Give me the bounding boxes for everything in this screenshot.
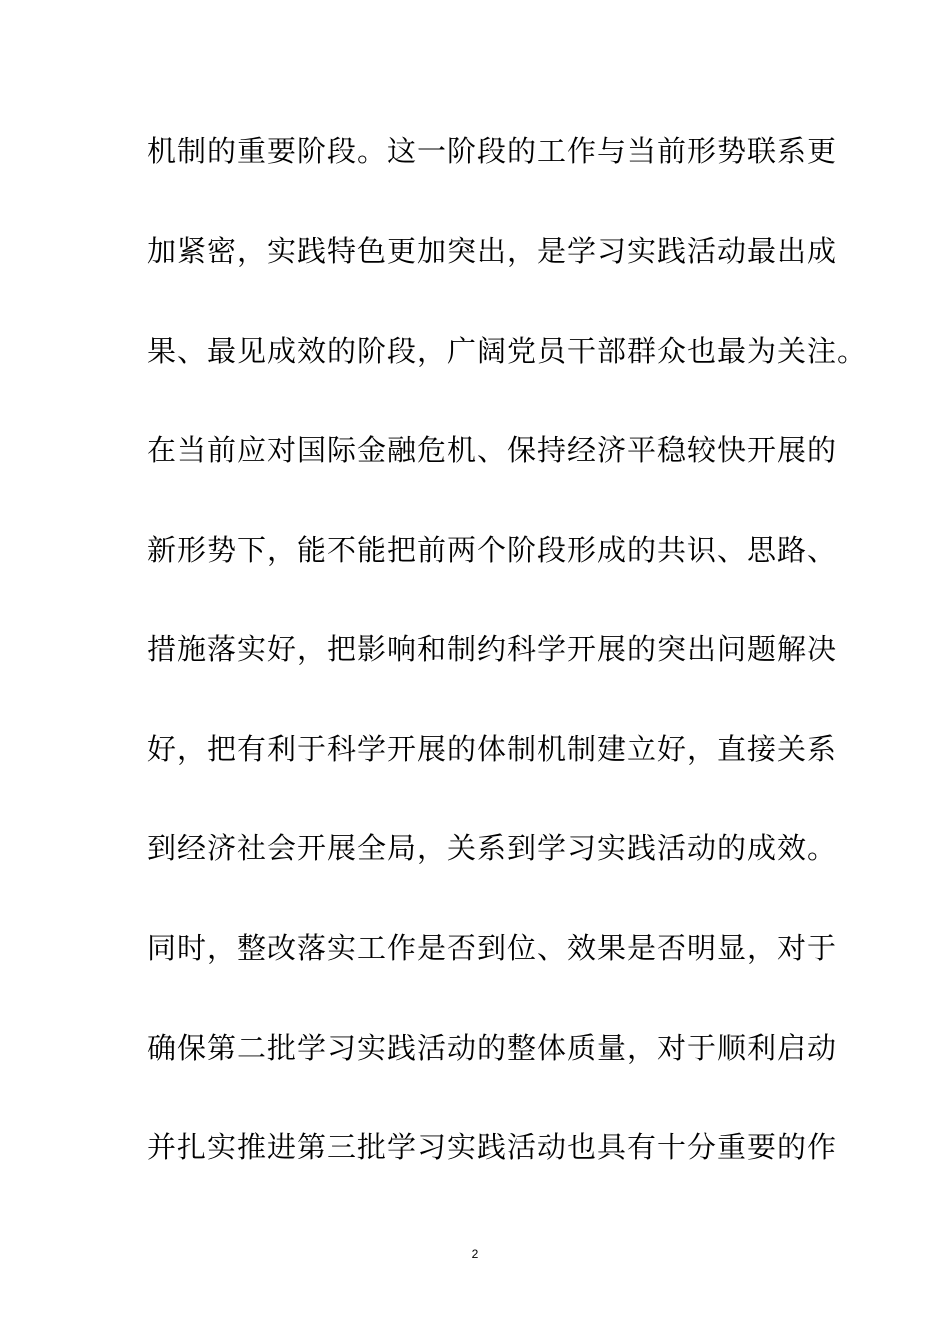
body-text-line: 果、最见成效的阶段，广阔党员干部群众也最为关注。	[147, 334, 868, 368]
body-text-line: 确保第二批学习实践活动的整体质量，对于顺利启动	[147, 1031, 838, 1065]
body-text-line: 并扎实推进第三批学习实践活动也具有十分重要的作	[147, 1130, 838, 1164]
body-text-line: 机制的重要阶段。这一阶段的工作与当前形势联系更	[147, 134, 838, 168]
body-text-line: 新形势下，能不能把前两个阶段形成的共识、思路、	[147, 533, 838, 567]
body-text-line: 好，把有利于科学开展的体制机制建立好，直接关系	[147, 732, 838, 766]
body-text-line: 措施落实好，把影响和制约科学开展的突出问题解决	[147, 632, 838, 666]
page-number: 2	[471, 1247, 479, 1261]
body-text-line: 到经济社会开展全局，关系到学习实践活动的成效。	[147, 831, 838, 865]
body-text-line: 加紧密，实践特色更加突出，是学习实践活动最出成	[147, 234, 838, 268]
body-text-line: 在当前应对国际金融危机、保持经济平稳较快开展的	[147, 433, 838, 467]
body-text-line: 同时，整改落实工作是否到位、效果是否明显，对于	[147, 931, 838, 965]
